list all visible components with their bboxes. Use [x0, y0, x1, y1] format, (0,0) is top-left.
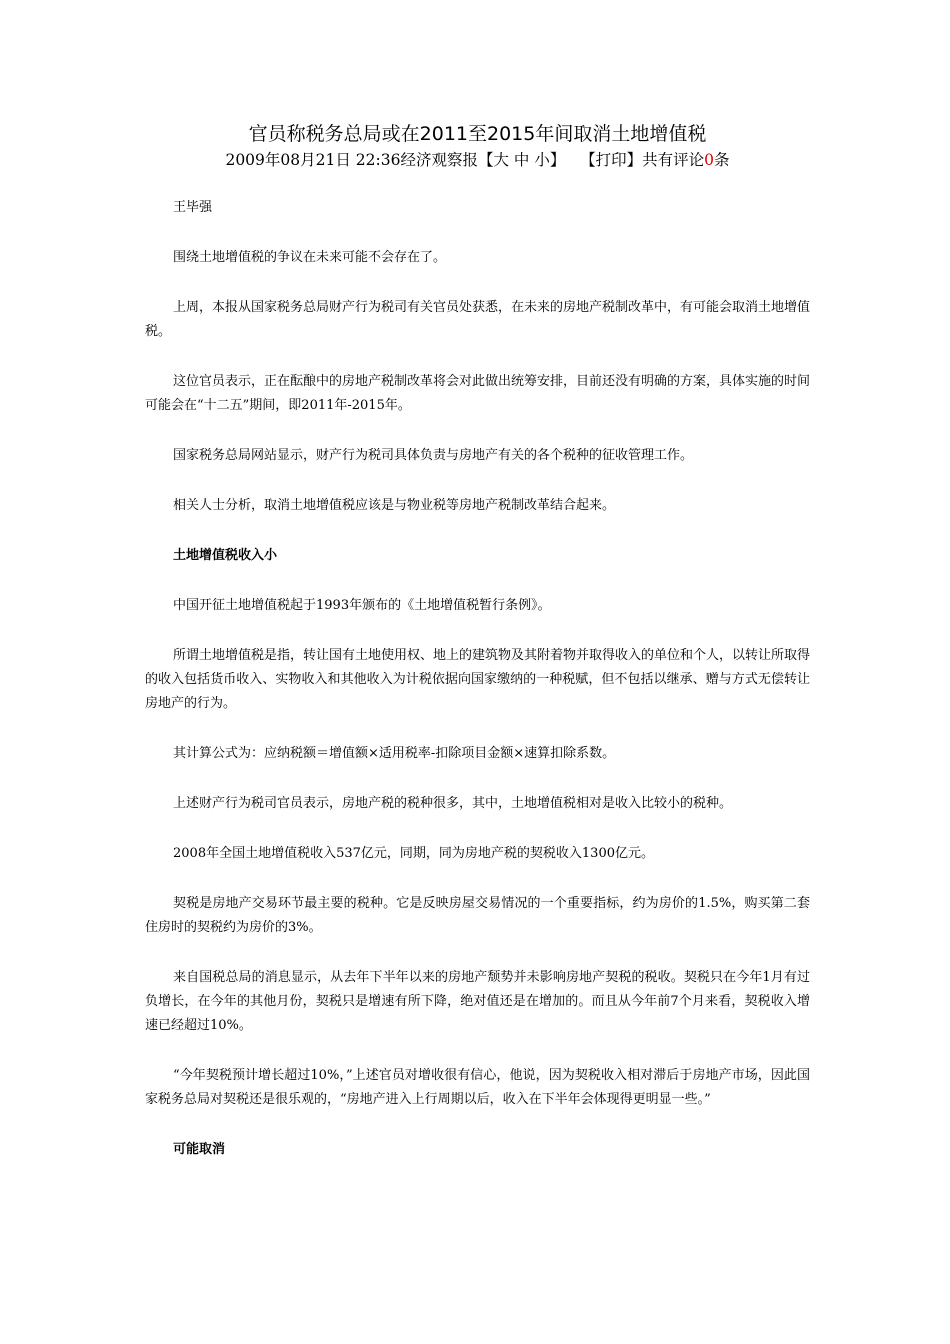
author-line: 王毕强: [173, 200, 213, 215]
article-meta: [145, 148, 810, 172]
paragraph: 所谓土地增值税是指，转让国有土地使用权、地上的建筑物及其附着物并取得收入的单位和个人，以转让所取得的收入包括货币收入、实物收入和其他收入为计税依据向国家缴纳的一种税赋，但不包括以继承、赠与方式无偿转让房地产的行为。: [145, 648, 811, 711]
paragraph: 围绕土地增值税的争议在未来可能不会存在了。: [173, 250, 447, 265]
section-heading: 可能取消: [173, 1142, 226, 1157]
paragraph: 相关人士分析，取消土地增值税应该是与物业税等房地产税制改革结合起来。: [173, 498, 616, 513]
article-body: [145, 196, 810, 1162]
paragraph: 上述财产行为税司官员表示，房地产税的税种很多，其中，土地增值税相对是收入比较小的税种。: [173, 796, 733, 811]
paragraph: 国家税务总局网站显示，财产行为税司具体负责与房地产有关的各个税种的征收管理工作。: [173, 448, 694, 463]
source-name: 经济观察报: [400, 151, 478, 169]
paragraph: “今年契税预计增长超过10%，”上述官员对增收很有信心，他说，因为契税收入相对滞后于房地产市场，因此国家税务总局对契税还是很乐观的，“房地产进入上行周期以后，收入在下半年会体现得更明显一些。”: [145, 1068, 810, 1107]
font-size-controls[interactable]: 【大 中 小】: [477, 151, 566, 169]
paragraph: 契税是房地产交易环节最主要的税种。它是反映房屋交易情况的一个重要指标，约为房价的1.5%，购买第二套住房时的契税约为房价的3%。: [145, 896, 810, 935]
paragraph: 其计算公式为：应纳税额＝增值额×适用税率-扣除项目金额×速算扣除系数。: [173, 746, 616, 761]
comments-suffix: 条: [714, 151, 730, 169]
print-link[interactable]: 【打印】: [580, 151, 643, 169]
comments-count[interactable]: 0: [704, 151, 715, 169]
publish-date: 2009年08月21日 22:36: [225, 151, 401, 169]
comments-prefix: 共有评论: [642, 151, 705, 169]
section-heading: 土地增值税收入小: [173, 548, 278, 563]
article: [145, 120, 810, 1188]
paragraph: 这位官员表示，正在酝酿中的房地产税制改革将会对此做出统筹安排，目前还没有明确的方案，具体实施的时间可能会在“十二五”期间，即2011年-2015年。: [145, 374, 811, 413]
paragraph: 中国开征土地增值税起于1993年颁布的《土地增值税暂行条例》。: [173, 598, 551, 613]
article-title: 官员称税务总局或在2011至2015年间取消土地增值税: [248, 123, 707, 145]
paragraph: 来自国税总局的消息显示，从去年下半年以来的房地产颓势并未影响房地产契税的税收。契税只在今年1月有过负增长，在今年的其他月份，契税只是增速有所下降，绝对值还是在增加的。而且从今年前7个月来看，契税收入增速已经超过10%。: [145, 970, 810, 1033]
paragraph: 上周，本报从国家税务总局财产行为税司有关官员处获悉，在未来的房地产税制改革中，有可能会取消土地增值税。: [145, 300, 811, 339]
paragraph: 2008年全国土地增值税收入537亿元，同期，同为房地产税的契税收入1300亿元。: [173, 846, 654, 861]
